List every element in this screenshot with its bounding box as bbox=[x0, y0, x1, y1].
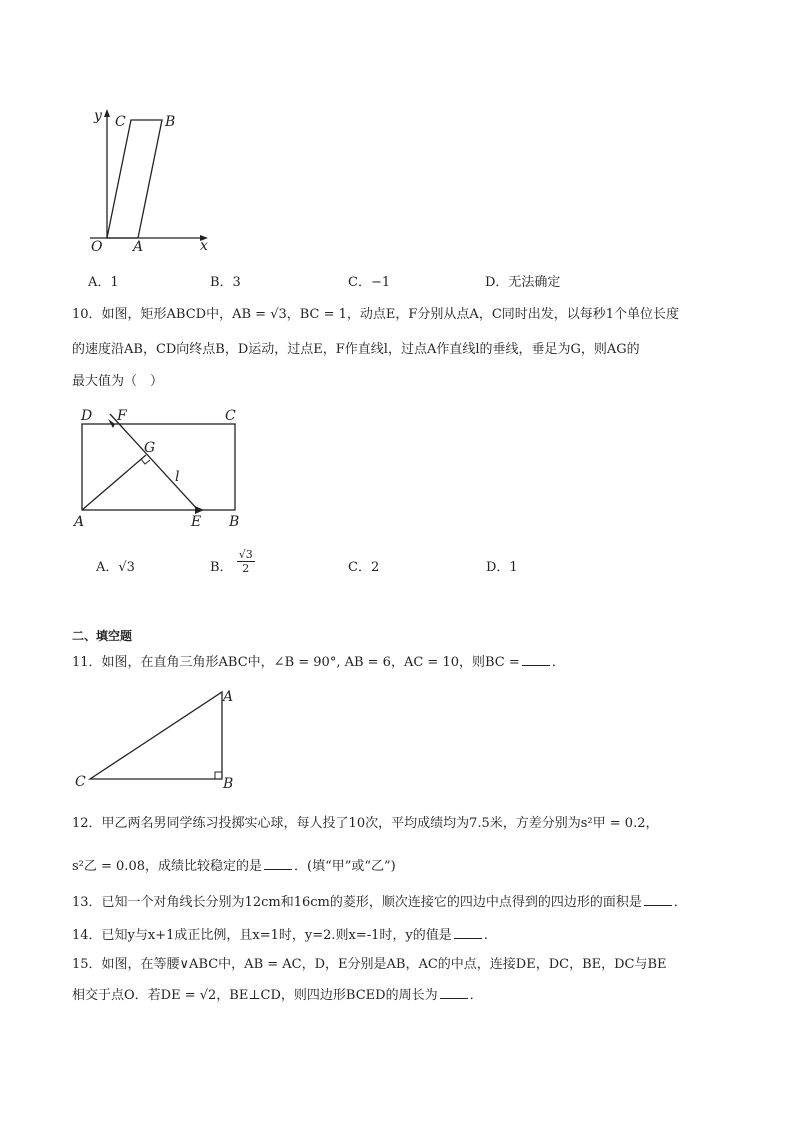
q10-label-G: G bbox=[144, 440, 156, 456]
q10-label-C: C bbox=[225, 408, 236, 424]
q13-answer-blank[interactable] bbox=[644, 893, 672, 906]
q10-label-B: B bbox=[229, 514, 240, 530]
q10-option-d[interactable]: D．1 bbox=[486, 560, 518, 575]
q11-label-A: A bbox=[223, 689, 234, 705]
q9-label-C: C bbox=[115, 114, 126, 130]
q12-text-line-2-after: ．(填“甲”或“乙”) bbox=[294, 859, 396, 874]
q10-rectangle-figure bbox=[70, 402, 260, 532]
q11-right-angle-mark bbox=[215, 772, 222, 779]
q10-label-E: E bbox=[191, 514, 202, 530]
q14-answer-blank[interactable] bbox=[454, 926, 482, 939]
q9-option-d[interactable]: D．无法确定 bbox=[485, 275, 561, 290]
q10-option-c[interactable]: C．2 bbox=[348, 560, 380, 575]
q13-text bbox=[72, 893, 732, 912]
q9-label-O: O bbox=[91, 239, 103, 255]
q10-options bbox=[88, 548, 708, 588]
q9-option-c[interactable]: C．−1 bbox=[348, 275, 391, 290]
q9-label-x: x bbox=[200, 238, 208, 254]
q15-text-line-2-after: ． bbox=[469, 988, 483, 1003]
q10-label-D: D bbox=[81, 408, 93, 424]
section-heading-fill-in: 二、填空题 bbox=[72, 629, 133, 643]
q14-text-before: 14．已知y与x+1成正比例，且x=1时，y=2.则x=-1时，y的值是 bbox=[72, 928, 452, 943]
q9-option-a[interactable]: A．1 bbox=[88, 275, 119, 290]
q9-options bbox=[88, 271, 708, 291]
q10-option-b-denominator: 2 bbox=[242, 562, 250, 575]
q11-text-before: 11．如图，在直角三角形ABC中，∠B = 90°, AB = 6，AC = 10，则BC = bbox=[72, 655, 520, 670]
q9-coordinate-figure bbox=[80, 105, 220, 255]
q10-option-b[interactable] bbox=[210, 548, 255, 575]
q10-text-line-2: 的速度沿AB，CD向终点B，D运动，过点E，F作直线l，过点A作直线l的垂线，垂足为G，则AG的 bbox=[72, 342, 640, 357]
q11-text bbox=[72, 653, 732, 672]
q11-label-C: C bbox=[75, 774, 86, 790]
q10-option-b-numerator: √3 bbox=[238, 548, 253, 561]
q12-text-line-2 bbox=[72, 857, 732, 876]
q13-text-before: 13．已知一个对角线长分别为12cm和16cm的菱形，顺次连接它的四边中点得到的四边形的面积是 bbox=[72, 895, 642, 910]
q10-option-a[interactable]: A．√3 bbox=[96, 560, 135, 575]
q14-text bbox=[72, 926, 732, 945]
q13-text-after: ． bbox=[673, 895, 687, 910]
q10-text-line-1: 10．如图，矩形ABCD中，AB = √3，BC = 1，动点E，F分别从点A，C同时出发，以每秒1个单位长度 bbox=[72, 307, 680, 322]
q10-label-l: l bbox=[175, 469, 180, 485]
q15-text-line-2-before: 相交于点O．若DE = √2，BE⊥CD，则四边形BCED的周长为 bbox=[72, 988, 438, 1003]
q10-line-arrow-bottom bbox=[195, 506, 204, 514]
q11-label-B: B bbox=[223, 776, 234, 792]
q12-text-line-2-before: s²乙 = 0.08，成绩比较稳定的是 bbox=[72, 859, 262, 874]
q14-text-after: . bbox=[483, 928, 488, 943]
q15-text-line-1: 15．如图，在等腰∨ABC中，AB = AC，D，E分别是AB，AC的中点，连接DE，DC，BE，DC与BE bbox=[72, 957, 667, 972]
q9-option-b[interactable]: B．3 bbox=[210, 275, 241, 290]
q11-triangle-figure bbox=[72, 685, 247, 795]
q10-line-l bbox=[110, 414, 198, 510]
q12-text-line-1: 12．甲乙两名男同学练习投掷实心球，每人投了10次，平均成绩均为7.5米，方差分别为s²甲 = 0.2， bbox=[72, 816, 659, 831]
q9-parallelogram bbox=[107, 120, 162, 238]
q11-answer-blank[interactable] bbox=[522, 653, 550, 666]
q10-label-F: F bbox=[117, 408, 127, 424]
q9-label-A: A bbox=[133, 239, 144, 255]
q10-right-angle-mark bbox=[141, 459, 150, 464]
q12-answer-blank[interactable] bbox=[264, 857, 292, 870]
q9-y-arrow bbox=[104, 109, 110, 117]
q11-triangle bbox=[90, 692, 222, 779]
q9-label-B: B bbox=[165, 114, 176, 130]
q9-label-y: y bbox=[94, 108, 102, 124]
q10-option-b-prefix: B． bbox=[210, 560, 233, 575]
q10-segment-ag bbox=[82, 455, 146, 510]
q10-text-line-3: 最大值为（ ） bbox=[72, 374, 164, 389]
q15-text-line-2 bbox=[72, 986, 732, 1005]
q15-answer-blank[interactable] bbox=[440, 986, 468, 999]
q10-label-A: A bbox=[74, 514, 85, 530]
q11-text-after: ． bbox=[551, 655, 565, 670]
